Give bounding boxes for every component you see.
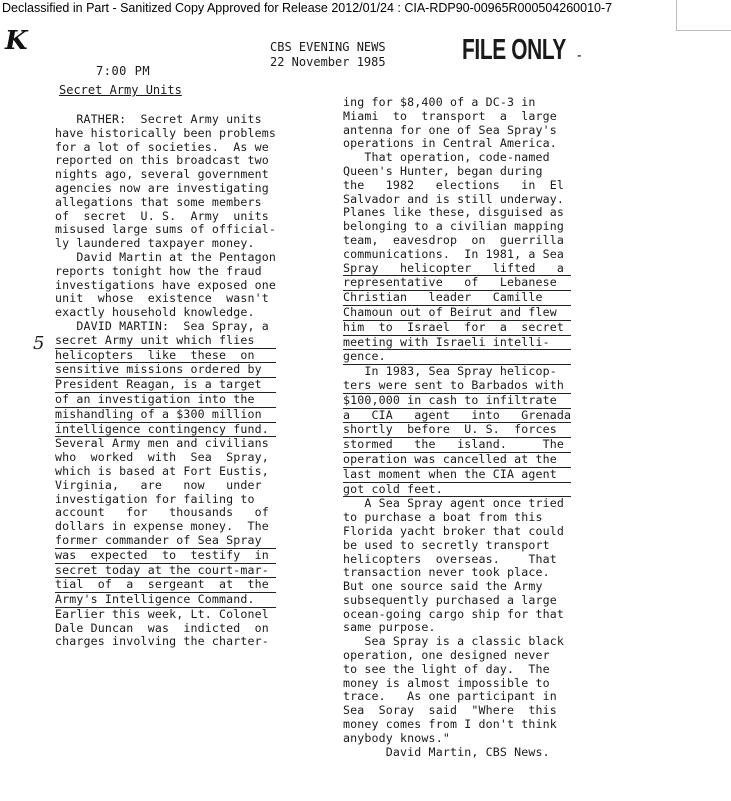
transcript-line: Chamoun out of Beirut and flew: [343, 306, 571, 321]
transcript-line: In 1983, Sea Spray helicop-: [343, 364, 557, 379]
left-column: [55, 113, 276, 649]
transcript-line: agencies now are investigating: [55, 180, 269, 195]
transcript-line: Army's Intelligence Command.: [55, 593, 276, 608]
transcript-line: investigations have exposed one: [55, 277, 277, 292]
transcript-line: same purpose.: [343, 620, 436, 635]
transcript-line: account for thousands of: [55, 505, 269, 520]
transcript-line: Florida yacht broker that could: [343, 523, 565, 538]
transcript-line: helicopters overseas. That: [343, 551, 557, 566]
transcript-line: trace. As one participant in: [343, 689, 557, 704]
transcript-line: belonging to a civilian mapping: [343, 219, 565, 234]
transcript-line: sensitive missions ordered by: [55, 363, 276, 378]
handwritten-mark: K: [5, 26, 28, 56]
transcript-line: President Reagan, is a target: [55, 378, 276, 393]
transcript-line: to see the light of day. The: [343, 661, 550, 676]
transcript-line: money comes from I don't think: [343, 717, 557, 732]
transcript-line: $100,000 in cash to infiltrate: [343, 394, 571, 409]
transcript-line: intelligence contingency fund.: [55, 423, 276, 438]
transcript-line: investigation for failing to: [55, 491, 255, 506]
transcript-line: former commander of Sea Spray: [55, 534, 276, 549]
transcript-line: to purchase a boat from this: [343, 510, 543, 525]
transcript-line: Sea Spray is a classic black: [343, 634, 565, 649]
transcript-line: Salvador and is still underway.: [343, 191, 565, 206]
transcript-line: David Martin, CBS News.: [343, 744, 550, 759]
transcript-line: unit whose existence wasn't: [55, 291, 269, 306]
transcript-line: last moment when the CIA agent: [343, 468, 571, 483]
transcript-line: was expected to testify in: [55, 549, 276, 564]
corner-frame-horizontal: [676, 30, 731, 31]
margin-mark: 5: [33, 333, 45, 354]
transcript-line: operation, one designed never: [343, 648, 550, 663]
section-title: Secret Army Units: [59, 83, 182, 97]
transcript-line: Virginia, are now under: [55, 477, 262, 492]
broadcast-time: 7:00 PM: [96, 64, 151, 78]
transcript-line: Sea Soray said "Where this: [343, 703, 557, 718]
transcript-line: him to Israel for a secret: [343, 321, 571, 336]
transcript-line: antenna for one of Sea Spray's: [343, 122, 557, 137]
transcript-line: charges involving the charter-: [55, 634, 269, 649]
transcript-line: communications. In 1981, a Sea: [343, 246, 565, 261]
transcript-line: have historically been problems: [55, 125, 277, 140]
transcript-line: a CIA agent into Grenada: [343, 407, 572, 422]
transcript-line: stormed the island. The: [343, 438, 571, 453]
transcript-line: which is based at Fort Eustis,: [55, 463, 269, 478]
transcript-line: reports tonight how the fraud: [55, 263, 262, 278]
transcript-line: Dale Duncan was indicted on: [55, 620, 269, 635]
transcript-line: subsequently purchased a large: [343, 592, 557, 607]
transcript-line: That operation, code-named: [343, 150, 550, 165]
transcript-line: mishandling of a $300 million: [55, 408, 276, 423]
transcript-line: who worked with Sea Spray,: [55, 450, 269, 465]
transcript-line: dollars in expense money. The: [55, 519, 269, 534]
transcript-line: Queen's Hunter, began during: [343, 163, 543, 178]
transcript-line: RATHER: Secret Army units: [55, 112, 262, 126]
transcript-line: got cold feet.: [343, 483, 571, 498]
transcript-line: Earlier this week, Lt. Colonel: [55, 606, 269, 621]
program-name: CBS EVENING NEWS: [270, 40, 386, 54]
transcript-line: of secret U. S. Army units: [55, 208, 269, 223]
file-only-stamp: FILE ONLY: [462, 34, 566, 66]
transcript-line: helicopters like these on: [55, 349, 276, 364]
transcript-line: DAVID MARTIN: Sea Spray, a: [55, 318, 269, 333]
transcript-line: exactly household knowledge.: [55, 305, 255, 320]
transcript-line: team, eavesdrop on guerrilla: [343, 232, 565, 247]
transcript-line: allegations that some members: [55, 194, 262, 209]
transcript-line: But one source said the Army: [343, 579, 543, 594]
transcript-line: David Martin at the Pentagon: [55, 249, 277, 264]
transcript-line: Miami to transport a large: [343, 108, 557, 123]
transcript-line: for a lot of societies. As we: [55, 139, 269, 154]
transcript-line: ing for $8,400 of a DC-3 in: [343, 95, 536, 109]
transcript-line: operations in Central America.: [343, 136, 557, 151]
transcript-line: be used to secretly transport: [343, 537, 550, 552]
transcript-line: transaction never took place.: [343, 565, 550, 580]
transcript-line: representative of Lebanese: [343, 276, 571, 291]
transcript-line: tial of a sergeant at the: [55, 578, 276, 593]
transcript-line: anybody knows.": [343, 730, 450, 745]
transcript-line: Planes like these, disguised as: [343, 205, 565, 220]
broadcast-date: 22 November 1985: [270, 55, 386, 69]
transcript-line: Christian leader Camille: [343, 291, 571, 306]
transcript-line: nights ago, several government: [55, 167, 269, 182]
transcript-line: secret today at the court-mar-: [55, 564, 276, 579]
corner-frame-vertical: [676, 0, 677, 30]
program-header: [270, 40, 386, 70]
transcript-line: A Sea Spray agent once tried: [343, 496, 565, 511]
declassification-banner: Declassified in Part - Sanitized Copy Approved for Release 2012/01/24 : CIA-RDP90-00965R000504260010-7: [2, 1, 613, 15]
transcript-line: ters were sent to Barbados with: [343, 379, 571, 394]
transcript-line: reported on this broadcast two: [55, 153, 269, 168]
transcript-line: meeting with Israeli intelli-: [343, 336, 571, 351]
transcript-line: of an investigation into the: [55, 393, 276, 408]
transcript-line: operation was cancelled at the: [343, 453, 571, 468]
transcript-line: shortly before U. S. forces: [343, 423, 571, 438]
transcript-line: the 1982 elections in El: [343, 177, 565, 192]
transcript-line: ly laundered taxpayer money.: [55, 236, 255, 251]
transcript-line: ocean-going cargo ship for that: [343, 606, 565, 621]
transcript-line: secret Army unit which flies: [55, 334, 276, 349]
transcript-line: Spray helicopter lifted a: [343, 262, 571, 277]
transcript-line: Several Army men and civilians: [55, 436, 269, 451]
transcript-line: money is almost impossible to: [343, 675, 550, 690]
transcript-line: misused large sums of official-: [55, 222, 277, 237]
transcript-line: gence.: [343, 350, 571, 365]
right-column: [343, 96, 571, 759]
stamp-dash: -: [575, 48, 584, 64]
